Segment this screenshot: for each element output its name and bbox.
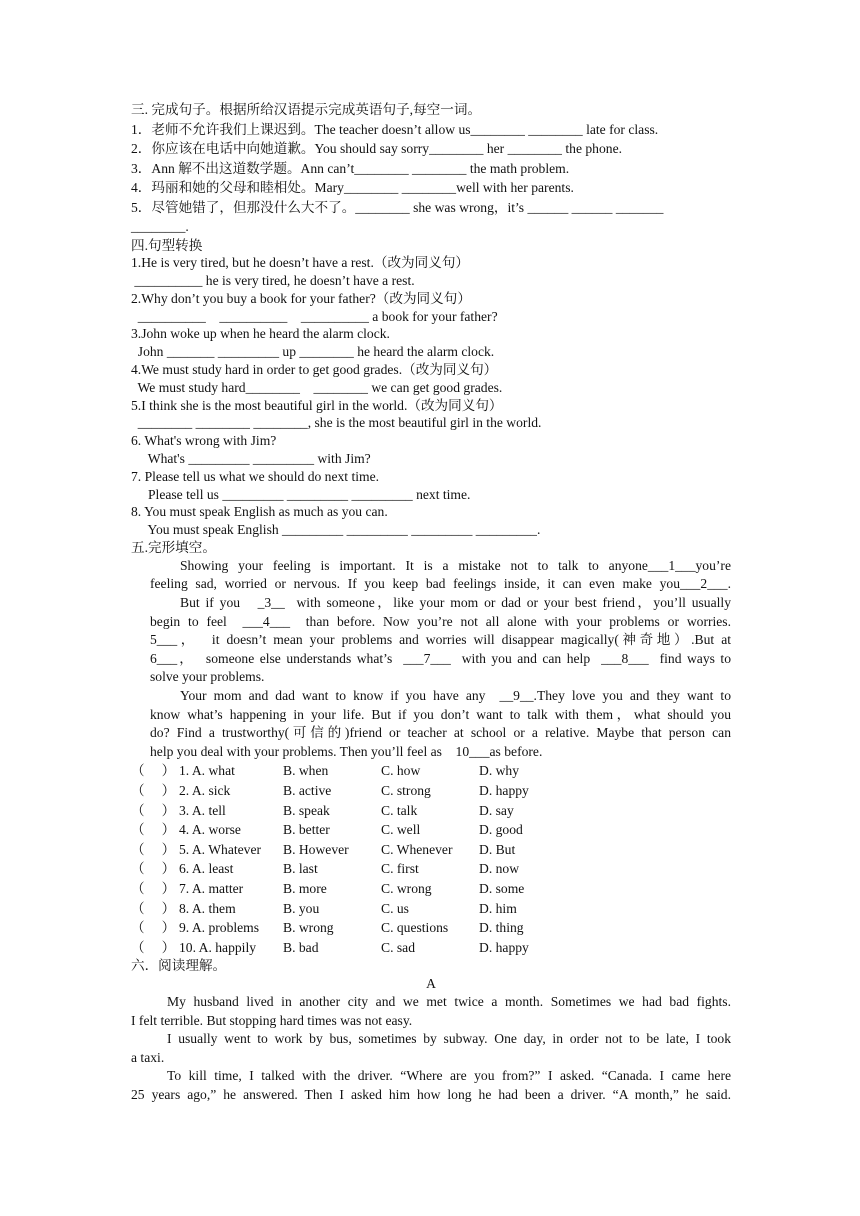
option-d: D. thing: [479, 920, 524, 936]
option-b: B. active: [283, 782, 332, 798]
option-row: [131, 879, 731, 899]
cloze-line-4: begin to feel ___4___ than before. Now you’re not all alone with your problems or worries.: [150, 613, 731, 629]
cloze-line-3: But if you _3__ with someone，like your mom or dad or your best friend，you’ll usually: [180, 595, 731, 611]
option-d: D. happy: [479, 939, 529, 955]
reading-line-6: 25 years ago,” he answered. Then I asked him how long he had been a driver. “A month,” he said.: [131, 1086, 731, 1102]
section-3-line-5-cont: ________.: [131, 219, 189, 234]
cloze-options: [131, 761, 731, 957]
option-b: B. However: [283, 841, 349, 857]
section-4-line-5: 3.John woke up when he heard the alarm clock.: [131, 326, 390, 342]
option-b: B. speak: [283, 802, 330, 818]
option-c: C. sad: [381, 939, 415, 955]
option-d: D. But: [479, 841, 516, 857]
option-a: 4. A. worse: [179, 822, 241, 838]
option-a: 1. A. what: [179, 763, 235, 779]
option-row: [131, 761, 731, 781]
reading-line-5: To kill time, I talked with the driver. “Where are you from?” I asked. “Canada. I came here: [167, 1068, 731, 1084]
option-d: D. say: [479, 802, 514, 818]
section-4-line-7: 4.We must study hard in order to get good grades.（改为同义句）: [131, 362, 498, 378]
cloze-line-9: know what’s happening in your life. But if you don’t want to talk with them，what should you: [150, 706, 731, 722]
answer-paren[interactable]: （ ）: [131, 841, 176, 857]
option-row: [131, 820, 731, 840]
section-4-line-8: We must study hard________ ________ we can get good grades.: [131, 379, 503, 395]
option-b: B. more: [283, 880, 327, 896]
option-row: [131, 859, 731, 879]
section-4-line-6: John _______ _________ up ________ he heard the alarm clock.: [131, 344, 495, 360]
passage-a-heading: A: [426, 976, 436, 992]
reading-line-4: a taxi.: [131, 1049, 165, 1065]
answer-paren[interactable]: （ ）: [131, 880, 176, 896]
cloze-line-2: feeling sad, worried or nervous. If you keep bad feelings inside, it can even make you___2___.: [150, 576, 731, 592]
answer-paren[interactable]: （ ）: [131, 763, 176, 779]
section-4-line-9: 5.I think she is the most beautiful girl in the world.（改为同义句）: [131, 397, 503, 413]
option-row: [131, 801, 731, 821]
cloze-line-6: 6___， someone else understands what’s ___7___ with you and can help ___8___ find ways to: [150, 650, 731, 666]
section-4-line-15: 8. You must speak English as much as you can.: [131, 504, 388, 520]
option-b: B. last: [283, 861, 318, 877]
option-row: [131, 840, 731, 860]
option-b: B. wrong: [283, 920, 334, 936]
section-3-line-5: 5．尽管她错了，但那没什么大不了。________ she was wrong，it’s ______ ______ _______: [131, 199, 664, 215]
section-5-title: 五.完形填空。: [131, 540, 216, 556]
answer-paren[interactable]: （ ）: [131, 782, 176, 798]
option-d: D. him: [479, 900, 517, 916]
option-b: B. better: [283, 822, 330, 838]
section-4-line-4: __________ __________ __________ a book for your father?: [131, 308, 498, 324]
cloze-line-11: help you deal with your problems. Then you’ll feel as 10___as before.: [150, 743, 543, 759]
reading-line-1: My husband lived in another city and we met twice a month. Sometimes we had bad fights.: [167, 993, 731, 1009]
option-d: D. happy: [479, 782, 529, 798]
option-a: 3. A. tell: [179, 802, 226, 818]
option-c: C. strong: [381, 782, 431, 798]
option-a: 2. A. sick: [179, 782, 231, 798]
section-3-title: 三. 完成句子。根据所给汉语提示完成英语句子,每空一词。: [131, 102, 482, 117]
option-d: D. now: [479, 861, 520, 877]
option-c: C. first: [381, 861, 419, 877]
answer-paren[interactable]: （ ）: [131, 861, 176, 877]
cloze-line-1: Showing your feeling is important. It is a mistake not to talk to anyone___1___you’re: [180, 557, 731, 573]
option-b: B. bad: [283, 939, 319, 955]
option-a: 6. A. least: [179, 861, 234, 877]
section-4-line-11: 6. What's wrong with Jim?: [131, 433, 277, 449]
section-3-line-2: 2．你应该在电话中向她道歉。You should say sorry________ her ________ the phone.: [131, 141, 622, 156]
cloze-passage: [131, 557, 731, 762]
reading-passage-a: [131, 993, 731, 1105]
cloze-line-8: Your mom and dad want to know if you have any __9__.They love you and they want to: [180, 688, 731, 703]
section-6-title: 六．阅读理解。: [131, 958, 227, 974]
section-4-line-1: 1.He is very tired, but he doesn’t have a rest.（改为同义句）: [131, 255, 470, 271]
option-c: C. wrong: [381, 880, 432, 896]
option-row: [131, 938, 731, 958]
section-4-line-10: ________ ________ ________, she is the most beautiful girl in the world.: [131, 415, 542, 431]
section-4-title: 四.句型转换: [131, 237, 203, 253]
answer-paren[interactable]: （ ）: [131, 822, 176, 838]
section-4-line-16: You must speak English _________ _________ _________ _________.: [131, 522, 541, 538]
worksheet-page: [131, 100, 731, 1104]
option-a: 10. A. happily: [179, 939, 257, 955]
option-row: [131, 781, 731, 801]
option-d: D. some: [479, 880, 525, 896]
option-c: C. us: [381, 900, 409, 916]
cloze-line-10: do? Find a trustworthy(可信的)friend or teacher at school or a relative. Maybe that person can: [150, 725, 731, 741]
option-row: [131, 899, 731, 919]
option-a: 5. A. Whatever: [179, 841, 262, 857]
option-a: 7. A. matter: [179, 880, 244, 896]
option-b: B. when: [283, 763, 329, 779]
option-c: C. well: [381, 822, 421, 838]
option-a: 9. A. problems: [179, 920, 260, 936]
section-4-line-3: 2.Why don’t you buy a book for your father?（改为同义句）: [131, 290, 471, 306]
option-row: [131, 918, 731, 938]
option-d: D. good: [479, 822, 523, 838]
section-4-line-2: __________ he is very tired, he doesn’t have a rest.: [131, 273, 415, 289]
option-a: 8. A. them: [179, 900, 236, 916]
option-c: C. talk: [381, 802, 418, 818]
option-c: C. how: [381, 763, 421, 779]
section-3-line-4: 4．玛丽和她的父母和睦相处。Mary________ ________well with her parents.: [131, 180, 574, 195]
reading-line-2: I felt terrible. But stopping hard times was not easy.: [131, 1012, 413, 1028]
answer-paren[interactable]: （ ）: [131, 939, 176, 955]
option-d: D. why: [479, 763, 520, 779]
section-4-line-13: 7. Please tell us what we should do next time.: [131, 468, 380, 484]
reading-line-3: I usually went to work by bus, sometimes by subway. One day, in order not to be late, I took: [167, 1031, 731, 1047]
section-4-line-12: What's _________ _________ with Jim?: [131, 451, 371, 467]
answer-paren[interactable]: （ ）: [131, 900, 176, 916]
answer-paren[interactable]: （ ）: [131, 802, 176, 818]
section-3-line-1: 1．老师不允许我们上课迟到。The teacher doesn’t allow us________ ________ late for class.: [131, 121, 659, 137]
section-4-line-14: Please tell us _________ _________ _________ next time.: [131, 486, 471, 502]
cloze-line-5: 5___， it doesn’t mean your problems and worries will disappear magically(神奇地）.But at: [150, 632, 731, 648]
option-b: B. you: [283, 900, 320, 916]
cloze-line-7: solve your problems.: [150, 669, 265, 685]
section-3-line-3: 3．Ann 解不出这道数学题。Ann can’t________ ________ the math problem.: [131, 160, 570, 176]
option-c: C. questions: [381, 920, 449, 936]
option-c: C. Whenever: [381, 841, 453, 857]
answer-paren[interactable]: （ ）: [131, 920, 176, 936]
